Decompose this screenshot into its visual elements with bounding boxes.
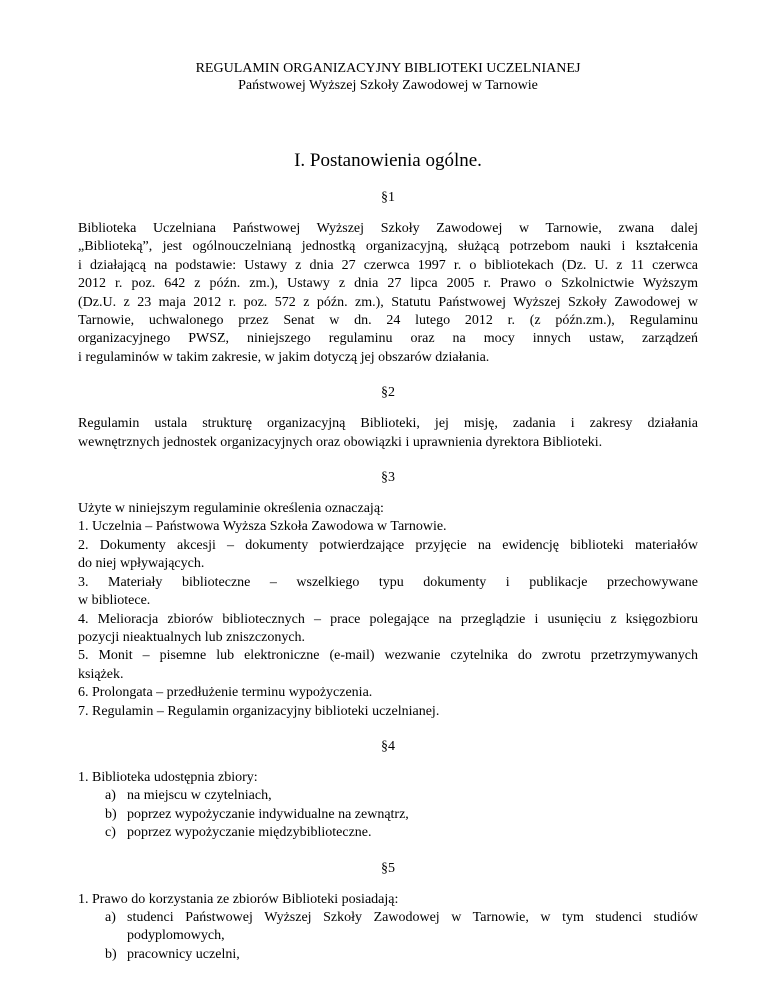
list-item-text: pracownicy uczelni, <box>127 946 240 962</box>
definition-item: 2. Dokumenty akcesji – dokumenty potwierdzające przyjęcie na ewidencję biblioteki materiałów <box>78 537 698 553</box>
list-item <box>78 806 698 824</box>
definition-item-cont: książek. <box>78 666 124 682</box>
list-item <box>78 946 698 964</box>
list-item-label: a) <box>105 788 116 804</box>
body-line: „Biblioteką”, jest ogólnouczelnianą jednostką organizacyjną, służącą potrzebom nauki i kształcenia <box>78 239 698 255</box>
definitions-intro: Użyte w niniejszym regulaminie określenia oznaczają: <box>78 501 384 517</box>
section-mark-1: §1 <box>381 190 395 205</box>
definition-item: 7. Regulamin – Regulamin organizacyjny biblioteki uczelnianej. <box>78 703 440 719</box>
list-item-text <box>127 909 698 946</box>
list-item <box>78 909 698 946</box>
section-1-body <box>78 220 698 367</box>
definition-item-cont: pozycji nieaktualnych lub zniszczonych. <box>78 629 306 645</box>
list-item-label: c) <box>105 825 116 841</box>
document-subtitle: Państwowej Wyższej Szkoły Zawodowej w Tarnowie <box>238 78 538 93</box>
list-intro: 1. Prawo do korzystania ze zbiorów Biblioteki posiadają: <box>78 891 399 907</box>
section-mark-3: §3 <box>381 470 395 486</box>
definition-item-cont: w bibliotece. <box>78 593 151 609</box>
list-item <box>78 787 698 805</box>
list-item-label: b) <box>105 806 117 822</box>
document-title: REGULAMIN ORGANIZACYJNY BIBLIOTEKI UCZELNIANEJ <box>195 61 581 76</box>
section-mark-5: §5 <box>381 860 395 876</box>
list-intro: 1. Biblioteka udostępnia zbiory: <box>78 769 258 785</box>
body-line: wewnętrznych jednostek organizacyjnych oraz obowiązki i uprawnienia dyrektora Biblioteki. <box>78 434 603 450</box>
body-line: (Dz.U. z 23 maja 2012 r. poz. 572 z późn. zm.), Statutu Państwowej Wyższej Szkoły Zawodowej w <box>78 294 698 310</box>
definition-item: 5. Monit – pisemne lub elektroniczne (e-mail) wezwanie czytelnika do zwrotu przetrzymywanych <box>78 648 698 664</box>
definition-item: 4. Melioracja zbiorów bibliotecznych – prace polegające na przeglądzie i usunięciu z księgozbioru <box>78 611 698 627</box>
section-3-body <box>78 500 698 721</box>
list-item-text: poprzez wypożyczanie międzybiblioteczne. <box>127 825 372 841</box>
list-item-text: na miejscu w czytelniach, <box>127 788 272 804</box>
chapter-heading: I. Postanowienia ogólne. <box>294 150 482 171</box>
section-mark-2: §2 <box>381 385 395 401</box>
section-5-body <box>78 891 698 965</box>
list-item-label: b) <box>105 946 117 962</box>
list-item-text: poprzez wypożyczanie indywidualne na zewnątrz, <box>127 806 409 822</box>
definition-item: 1. Uczelnia – Państwowa Wyższa Szkoła Zawodowa w Tarnowie. <box>78 519 447 535</box>
definition-item: 6. Prolongata – przedłużenie terminu wypożyczenia. <box>78 685 373 701</box>
section-2-body <box>78 415 698 452</box>
body-line: 2012 r. poz. 642 z późn. zm.), Ustawy z dnia 27 lipca 2005 r. Prawo o Szkolnictwie Wyższym <box>78 276 698 292</box>
definition-item: 3. Materiały biblioteczne – wszelkiego typu dokumenty i publikacje przechowywane <box>78 574 698 590</box>
document-page <box>78 60 698 964</box>
body-line: i regulaminów w takim zakresie, w jakim dotyczą jej obszarów działania. <box>78 349 490 365</box>
section-4-body <box>78 769 698 843</box>
body-line: i działającą na podstawie: Ustawy z dnia 27 czerwca 1997 r. o bibliotekach (Dz. U. z 11 czerwca <box>78 257 698 273</box>
list-item-line: studenci Państwowej Wyższej Szkoły Zawodowej w Tarnowie, w tym studenci studiów <box>127 909 698 925</box>
list-item <box>78 824 698 842</box>
list-item-label: a) <box>105 909 116 925</box>
body-line: organizacyjnego PWSZ, niniejszego regulaminu oraz na mocy innych ustaw, zarządzeń <box>78 331 698 347</box>
list-item-line: podyplomowych, <box>127 928 225 944</box>
definition-item-cont: do niej wpływających. <box>78 556 205 572</box>
body-line: Biblioteka Uczelniana Państwowej Wyższej Szkoły Zawodowej w Tarnowie, zwana dalej <box>78 221 698 236</box>
section-mark-4: §4 <box>381 738 395 754</box>
body-line: Regulamin ustala strukturę organizacyjną Biblioteki, jej misję, zadania i zakresy działania <box>78 416 698 432</box>
body-line: Tarnowie, uchwalonego przez Senat w dn. 24 lutego 2012 r. (z późn.zm.), Regulaminu <box>78 313 698 329</box>
